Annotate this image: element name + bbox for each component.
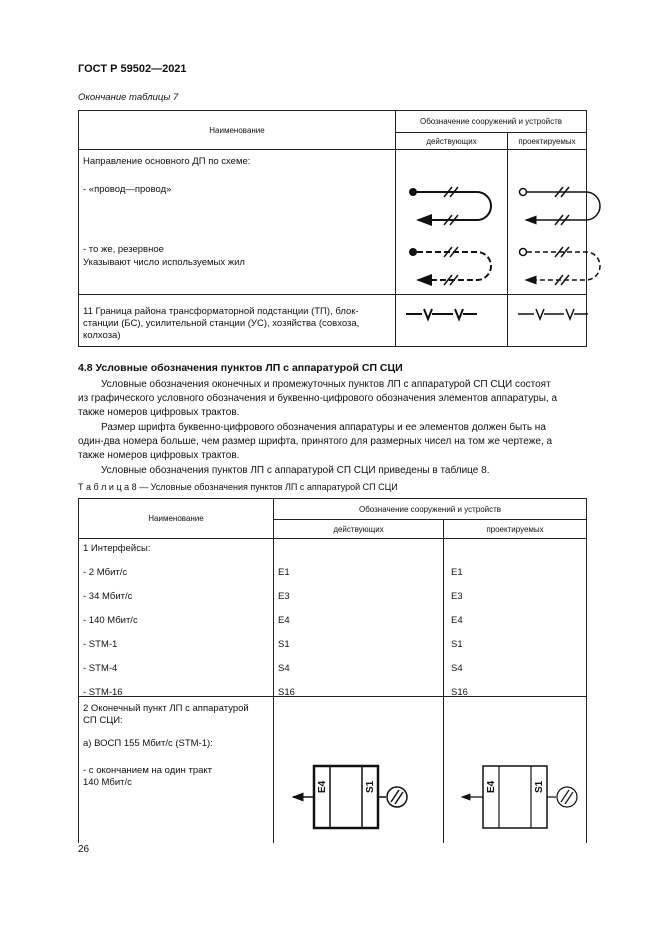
terminal-line4: - с окончанием на один тракт xyxy=(83,765,213,776)
interface-existing: S16 xyxy=(278,687,295,698)
interface-name: - STM-4 xyxy=(83,663,118,674)
p1-line1: Условные обозначения оконечных и промежуточных пунктов ЛП с аппаратурой СП СЦИ состоят xyxy=(101,379,551,390)
interface-planned: E4 xyxy=(451,615,463,626)
row1-line2: - «провод—провод» xyxy=(83,184,172,195)
t8-col-planned-header: проектируемых xyxy=(444,520,587,539)
terminal-existing-e4-label: E4 xyxy=(317,780,328,793)
interface-planned: E3 xyxy=(451,591,463,602)
interface-planned: S1 xyxy=(451,639,463,650)
t8-col-existing-header: действующих xyxy=(274,520,444,539)
interface-name: - 2 Мбит/с xyxy=(83,567,128,578)
interface-existing: E1 xyxy=(278,567,290,578)
p2-line1: Размер шрифта буквенно-цифрового обозначения аппаратуры и ее элементов должен быть на xyxy=(101,422,546,433)
interface-name: - 34 Мбит/с xyxy=(83,591,133,602)
table7-caption: Окончание таблицы 7 xyxy=(78,92,179,103)
table8-caption: Т а б л и ц а 8 — Условные обозначения пунктов ЛП с аппаратурой СП СЦИ xyxy=(78,482,398,492)
row1-line4: Указывают число используемых жил xyxy=(83,257,245,268)
t8-col-group-header: Обозначение сооружений и устройств xyxy=(274,499,587,520)
interface-existing: S1 xyxy=(278,639,290,650)
interface-name: - STM-16 xyxy=(83,687,123,698)
interface-name: - 140 Мбит/с xyxy=(83,615,138,626)
interface-existing: E4 xyxy=(278,615,290,626)
interface-planned: E1 xyxy=(451,567,463,578)
terminal-line2: СП СЦИ: xyxy=(83,715,123,726)
terminal-line5: 140 Мбит/с xyxy=(83,777,132,788)
interface-planned: S4 xyxy=(451,663,463,674)
interface-planned: S16 xyxy=(451,687,468,698)
row2-text-line3: колхоза) xyxy=(83,330,121,341)
document-header: ГОСТ Р 59502—2021 xyxy=(78,63,187,75)
page-number: 26 xyxy=(78,844,90,855)
row2-text-line1: 11 Граница района трансформаторной подстанции (ТП), блок- xyxy=(83,306,359,317)
col-existing-header: действующих xyxy=(396,133,508,150)
terminal-existing-s1-label: S1 xyxy=(365,780,376,793)
interfaces-title: 1 Интерфейсы: xyxy=(83,543,151,554)
p1-line3: также номеров цифровых трактов. xyxy=(78,407,240,419)
col-group-header: Обозначение сооружений и устройств xyxy=(396,111,587,133)
terminal-planned-s1-label: S1 xyxy=(534,780,545,793)
col-planned-header: проектируемых xyxy=(508,133,587,150)
terminal-line3: а) ВОСП 155 Мбит/с (STM-1): xyxy=(83,738,213,749)
terminal-planned-symbol xyxy=(462,766,577,828)
terminal-line1: 2 Оконечный пункт ЛП с аппаратурой xyxy=(83,703,249,714)
paragraph-3: Условные обозначения пунктов ЛП с аппаратурой СП СЦИ приведены в таблице 8. xyxy=(101,465,490,476)
row1-line1: Направление основного ДП по схеме: xyxy=(83,156,251,167)
terminal-planned-e4-label: E4 xyxy=(486,780,497,793)
t8-col-name-header: Наименование xyxy=(79,499,274,539)
section-heading: 4.8 Условные обозначения пунктов ЛП с аппаратурой СП СЦИ xyxy=(78,362,403,374)
row2-text-line2: станции (БС), усилительной станции (УС), хозяйства (совхоза, xyxy=(83,318,360,329)
interface-existing: E3 xyxy=(278,591,290,602)
p2-line2: один-два номера больше, чем размер шрифта, принятого для размерных чисел на том же чертеже, а xyxy=(78,436,553,448)
p1-line2: из графического условного обозначения и буквенно-цифрового обозначения элементов аппаратуры, а xyxy=(78,393,558,405)
p2-line3: также номеров цифровых трактов. xyxy=(78,450,240,462)
col-name-header: Наименование xyxy=(79,111,396,150)
terminal-existing-symbol xyxy=(293,766,407,828)
row1-line3: - то же, резервное xyxy=(83,244,164,255)
interface-existing: S4 xyxy=(278,663,290,674)
interface-name: - STM-1 xyxy=(83,639,118,650)
